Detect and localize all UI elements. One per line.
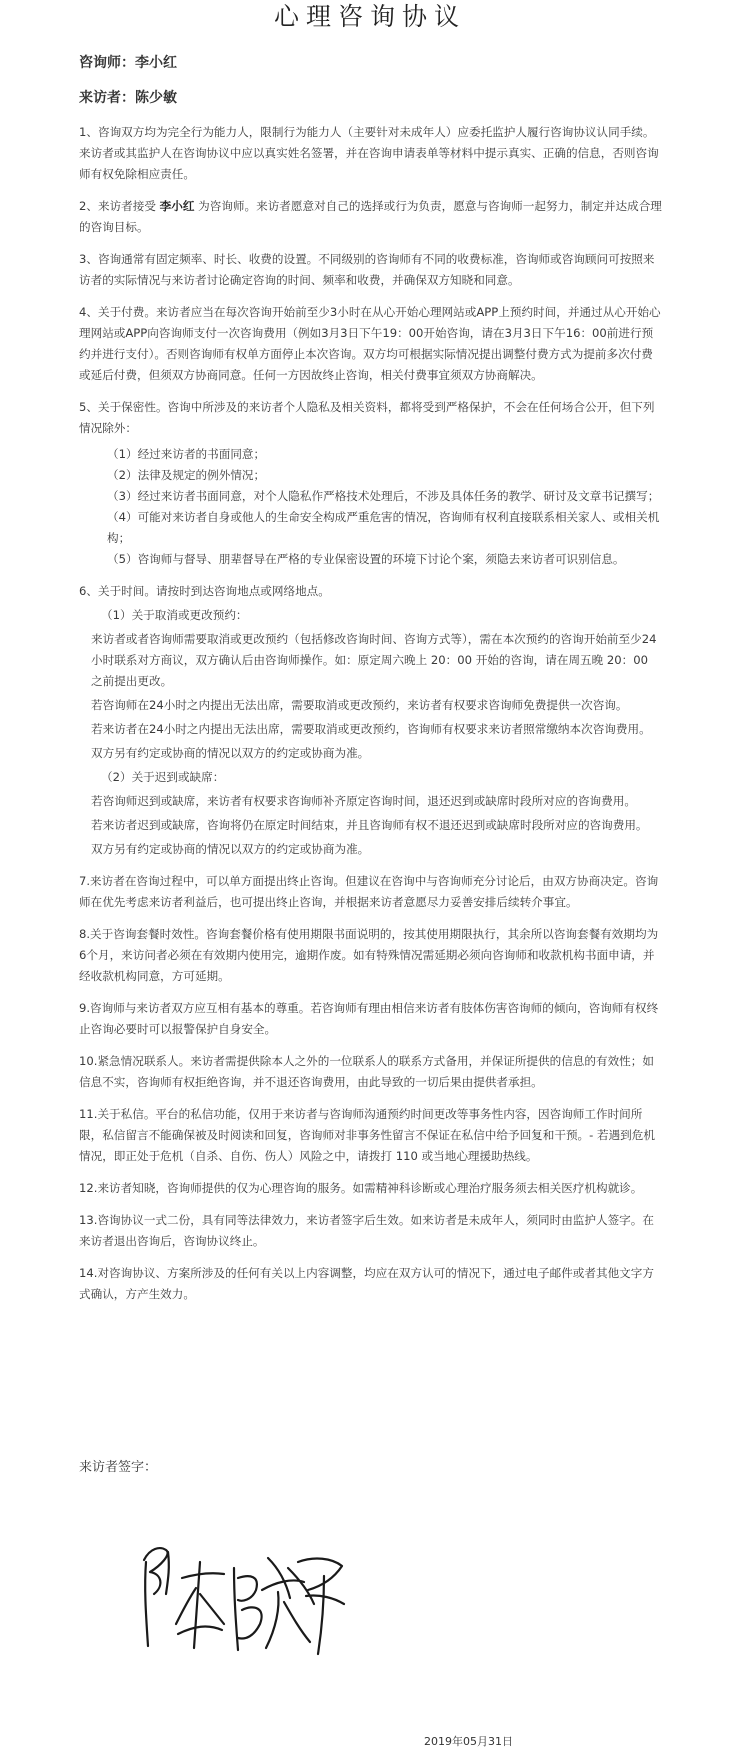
clause-8 [79, 924, 663, 987]
clauses [79, 122, 663, 1316]
consultant-line: 咨询师：李小红 [79, 55, 177, 71]
clause-13-text: 13.咨询协议一式二份，具有同等法律效力，来访者签字后生效。如来访者是未成年人，须同时由监护人签字。在来访者退出咨询后，咨询协议终止。 [79, 1213, 654, 1248]
clause-9 [79, 998, 663, 1040]
clause-1 [79, 122, 663, 185]
clause-6-sub2-line: 若来访者迟到或缺席，咨询将仍在原定时间结束，并且咨询师有权不退还迟到或缺席时段所对应的咨询费用。 [91, 818, 648, 832]
confidentiality-exception: （2）法律及规定的例外情况； [107, 468, 266, 482]
confidentiality-exception: （5）咨询师与督导、朋辈督导在严格的专业保密设置的环境下讨论个案，须隐去来访者可识别信息。 [107, 552, 625, 566]
clause-1-text: 1、咨询双方均为完全行为能力人，限制行为能力人（主要针对未成年人）应委托监护人履行咨询协议认同手续。来访者或其监护人在咨询协议中应以真实姓名签署，并在咨询申请表单等材料中提示真实、正确的信息，否则咨询师有权免除相应责任。 [79, 125, 659, 181]
clause-7-text: 7.来访者在咨询过程中，可以单方面提出终止咨询。但建议在咨询中与咨询师充分讨论后，由双方协商决定。咨询师在优先考虑来访者利益后，也可提出终止咨询，并根据来访者意愿尽力妥善安排后续转介事宜。 [79, 874, 659, 909]
clause-6-sub1-title: （1）关于取消或更改预约： [101, 608, 248, 622]
visitor-line: 来访者：陈少敏 [79, 90, 177, 106]
clause-2 [79, 196, 663, 238]
clause-4 [79, 302, 663, 386]
clause-6-sub1-line: 若咨询师在24小时之内提出无法出席，需要取消或更改预约，来访者有权要求咨询师免费提供一次咨询。 [91, 698, 628, 712]
clause-6-sub2-line: 双方另有约定或协商的情况以双方的约定或协商为准。 [91, 842, 370, 856]
confidentiality-exception: （4）可能对来访者自身或他人的生命安全构成严重危害的情况，咨询师有权利直接联系相关家人、或相关机构； [107, 510, 660, 545]
clause-6-sub2-line: 若咨询师迟到或缺席，来访者有权要求咨询师补齐原定咨询时间，退还迟到或缺席时段所对应的咨询费用。 [91, 794, 636, 808]
confidentiality-exception: （1）经过来访者的书面同意； [107, 447, 266, 461]
clause-10-text: 10.紧急情况联系人。来访者需提供除本人之外的一位联系人的联系方式备用，并保证所提供的信息的有效性；如信息不实，咨询师有权拒绝咨询，并不退还咨询费用，由此导致的一切后果由提供者承担。 [79, 1054, 654, 1089]
clause-2-text [79, 196, 663, 238]
clause-6-sub1-line: 双方另有约定或协商的情况以双方的约定或协商为准。 [91, 746, 370, 760]
page-title: 心理咨询协议 [273, 2, 466, 31]
clause-11 [79, 1104, 663, 1167]
signature-date: 2019年05月31日 [424, 1735, 513, 1748]
clause-9-text: 9.咨询师与来访者双方应互相有基本的尊重。若咨询师有理由相信来访者有肢体伤害咨询师的倾向，咨询师有权终止咨询必要时可以报警保护自身安全。 [79, 1001, 659, 1036]
clause-4-text: 4、关于付费。来访者应当在每次咨询开始前至少3小时在从心开始心理网站或APP上预约时间，并通过从心开始心理网站或APP向咨询师支付一次咨询费用（例如3月3日下午19：00开始咨询，请在3月3日下午16：00前进行预约并进行支付）。否则咨询师有权单方面停止本次咨询。双方均可根据实际情况提出调整付费方式为提前多次付费或延后付费，但须双方协商同意。任何一方因故终止咨询，相关付费事宜须双方协商解决。 [79, 305, 661, 382]
clause-8-text: 8.关于咨询套餐时效性。咨询套餐价格有使用期限书面说明的，按其使用期限执行，其余所以咨询套餐有效期均为6个月，来访问者必须在有效期内使用完，逾期作废。如有特殊情况需延期必须向咨询师和收款机构书面申请，并经收款机构同意，方可延期。 [79, 927, 659, 983]
clause-2-suffix: 为咨询师。来访者愿意对自己的选择或行为负责，愿意与咨询师一起努力，制定并达成合理的咨询目标。 [79, 199, 662, 234]
confidentiality-exception: （3）经过来访者书面同意，对个人隐私作严格技术处理后，不涉及具体任务的教学、研讨及文章书记撰写； [107, 489, 660, 503]
clause-7 [79, 871, 663, 913]
clause-11-text: 11.关于私信。平台的私信功能，仅用于来访者与咨询师沟通预约时间更改等事务性内容，因咨询师工作时间所限，私信留言不能确保被及时阅读和回复，咨询师对非事务性留言不保证在私信中给予回复和干预。- 若遇到危机情况，即正处于危机（自杀、自伤、伤人）风险之中，请拨打 110 或当地心理援助热线。 [79, 1107, 655, 1163]
clause-12 [79, 1178, 663, 1199]
clause-6-intro: 6、关于时间。请按时到达咨询地点或网络地点。 [79, 584, 330, 598]
clause-13 [79, 1210, 663, 1252]
clause-3-text: 3、咨询通常有固定频率、时长、收费的设置。不同级别的咨询师有不同的收费标准，咨询师或咨询顾问可按照来访者的实际情况与来访者讨论确定咨询的时间、频率和收费，并确保双方知晓和同意。 [79, 252, 655, 287]
clause-5 [79, 397, 663, 570]
handwritten-signature [138, 1538, 353, 1658]
clause-10 [79, 1051, 663, 1093]
clause-14 [79, 1263, 663, 1305]
clause-6-sub2-title: （2）关于迟到或缺席： [101, 770, 225, 784]
clause-6-sub1-body: 来访者或者咨询师需要取消或更改预约（包括修改咨询时间、咨询方式等），需在本次预约的咨询开始前至少24小时联系对方商议，双方确认后由咨询师操作。如：原定周六晚上 20：00 开始的咨询，请在周五晚 20：00 之前提出更改。 [91, 632, 657, 688]
clause-12-text: 12.来访者知晓，咨询师提供的仅为心理咨询的服务。如需精神科诊断或心理治疗服务须去相关医疗机构就诊。 [79, 1181, 643, 1195]
clause-2-consultant-name: 李小红 [159, 199, 195, 213]
clause-2-prefix: 2、来访者接受 [79, 199, 156, 213]
signature-label: 来访者签字： [79, 1460, 158, 1475]
clause-5-intro: 5、关于保密性。咨询中所涉及的来访者个人隐私及相关资料，都将受到严格保护，不会在任何场合公开，但下列情况除外： [79, 400, 655, 435]
clause-3 [79, 249, 663, 291]
clause-14-text: 14.对咨询协议、方案所涉及的任何有关以上内容调整，均应在双方认可的情况下，通过电子邮件或者其他文字方式确认，方产生效力。 [79, 1266, 654, 1301]
clause-6 [79, 581, 663, 860]
clause-6-sub1-line: 若来访者在24小时之内提出无法出席，需要取消或更改预约，咨询师有权要求来访者照常缴纳本次咨询费用。 [91, 722, 651, 736]
